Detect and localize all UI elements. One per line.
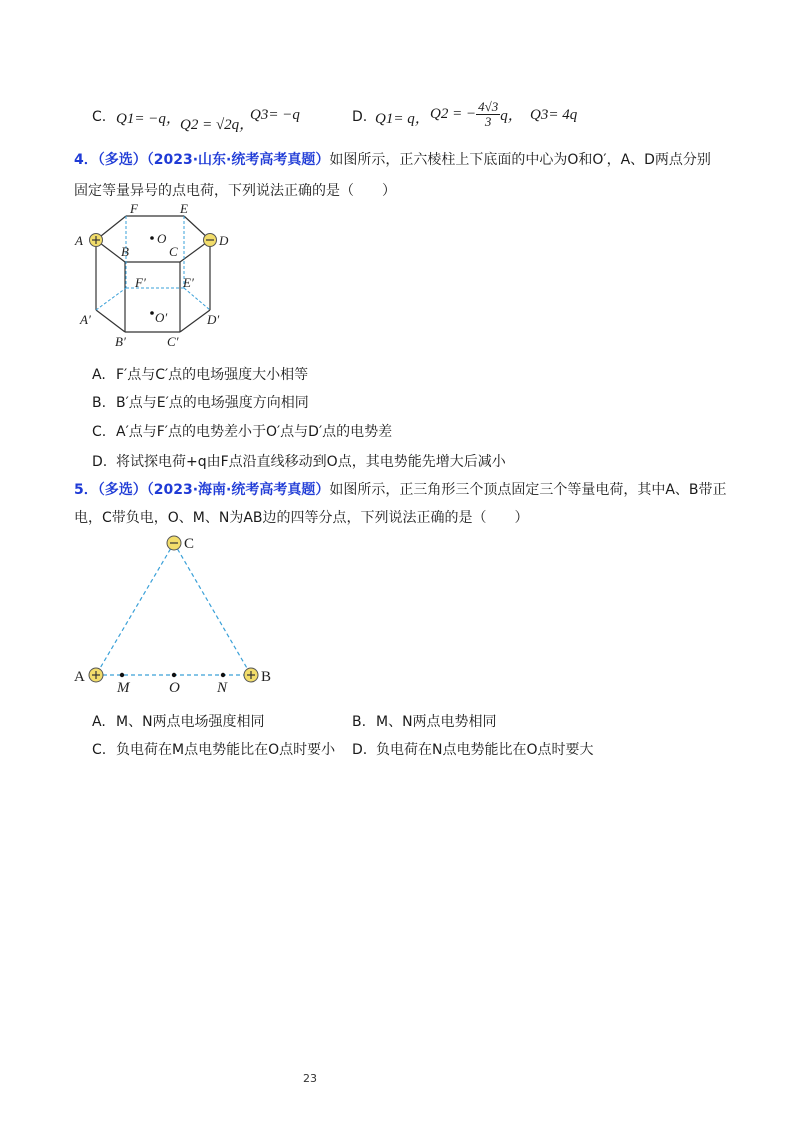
q3-option-d-label: D.: [352, 109, 368, 125]
q3-option-c-label: C.: [92, 109, 107, 125]
q5-option-c: C. 负电荷在M点电势能比在O点时要小: [92, 742, 336, 758]
q4-positive-charge-a: [90, 234, 103, 247]
q5-label-b: B: [261, 669, 272, 685]
q3-option-c-q2: Q2 = √2q，: [180, 117, 255, 133]
q4-label-a-prime: A′: [80, 312, 91, 327]
q3-option-c-q1: Q1= −q，: [116, 111, 181, 127]
q4-stem-line1: [74, 149, 711, 169]
q4-stem-text1: 如图所示，正六棱柱上下底面的中心为O和O′，A、D两点分别: [329, 152, 711, 168]
q5-negative-charge-c: [167, 536, 181, 550]
q4-label-b-prime: B′: [115, 334, 126, 348]
q5-stem-line2: 电，C带负电，O、M、N为AB边的四等分点，下列说法正确的是（ ）: [74, 510, 529, 526]
page-number: 23: [303, 1072, 317, 1085]
q5-triangle-figure: [70, 528, 280, 698]
q5-stem-line1: [74, 479, 727, 499]
q3-option-d-q2: Q2 = − $\frac{4√3}{3}$ q，: [430, 99, 523, 129]
q4-label-o-prime: O′: [155, 310, 168, 325]
q4-label-d-prime: D′: [207, 312, 220, 327]
q4-label-c: C: [169, 244, 178, 259]
q4-source: （2023·山东·统考高考真题）: [146, 152, 330, 168]
q5-source: （2023·海南·统考高考真题）: [146, 482, 330, 498]
q5-label-c: C: [184, 536, 195, 552]
q4-number: 4．: [74, 152, 98, 168]
q5-stem-text1: 如图所示，正三角形三个顶点固定三个等量电荷，其中A、B带正: [329, 482, 727, 498]
q5-positive-charge-b: [244, 668, 258, 682]
q4-label-c-prime: C′: [167, 334, 179, 348]
q4-label-e-prime: E′: [183, 275, 194, 290]
q4-option-a: A. F′点与C′点的电场强度大小相等: [92, 367, 309, 383]
q4-label-a: A: [75, 233, 83, 248]
q5-option-d: D. 负电荷在N点电势能比在O点时要大: [352, 742, 594, 758]
q4-stem-line2: 固定等量异号的点电荷，下列说法正确的是（ ）: [74, 183, 396, 199]
q3-option-d-q1: Q1= q，: [375, 111, 430, 127]
q5-option-b: B. M、N两点电势相同: [352, 714, 497, 730]
q5-label-n: N: [217, 680, 228, 696]
q4-label-d: D: [219, 233, 229, 248]
q4-label-o: O: [157, 231, 167, 246]
q5-positive-charge-a: [89, 668, 103, 682]
q4-option-d: D. 将试探电荷+q由F点沿直线移动到O点，其电势能先增大后减小: [92, 454, 506, 470]
q5-label-o: O: [169, 680, 180, 696]
q4-hexagonal-prism-figure: [70, 198, 240, 348]
q3-option-d-q3: Q3= 4q: [530, 107, 578, 123]
q5-number: 5．: [74, 482, 98, 498]
q4-label-f-prime: F′: [135, 275, 146, 290]
q5-type: （多选）: [97, 482, 147, 498]
q5-label-a: A: [74, 669, 85, 685]
q4-option-b: B. B′点与E′点的电场强度方向相同: [92, 395, 309, 411]
q5-label-m: M: [117, 680, 130, 696]
q3-option-c-q3: Q3= −q: [250, 107, 300, 123]
q4-label-f: F: [130, 201, 138, 216]
q4-negative-charge-d: [204, 234, 217, 247]
q4-label-e: E: [180, 201, 188, 216]
q5-option-a: A. M、N两点电场强度相同: [92, 714, 265, 730]
q4-type: （多选）: [97, 152, 147, 168]
q4-label-b: B: [121, 244, 129, 259]
q4-option-c: C. A′点与F′点的电势差小于O′点与D′点的电势差: [92, 424, 393, 440]
